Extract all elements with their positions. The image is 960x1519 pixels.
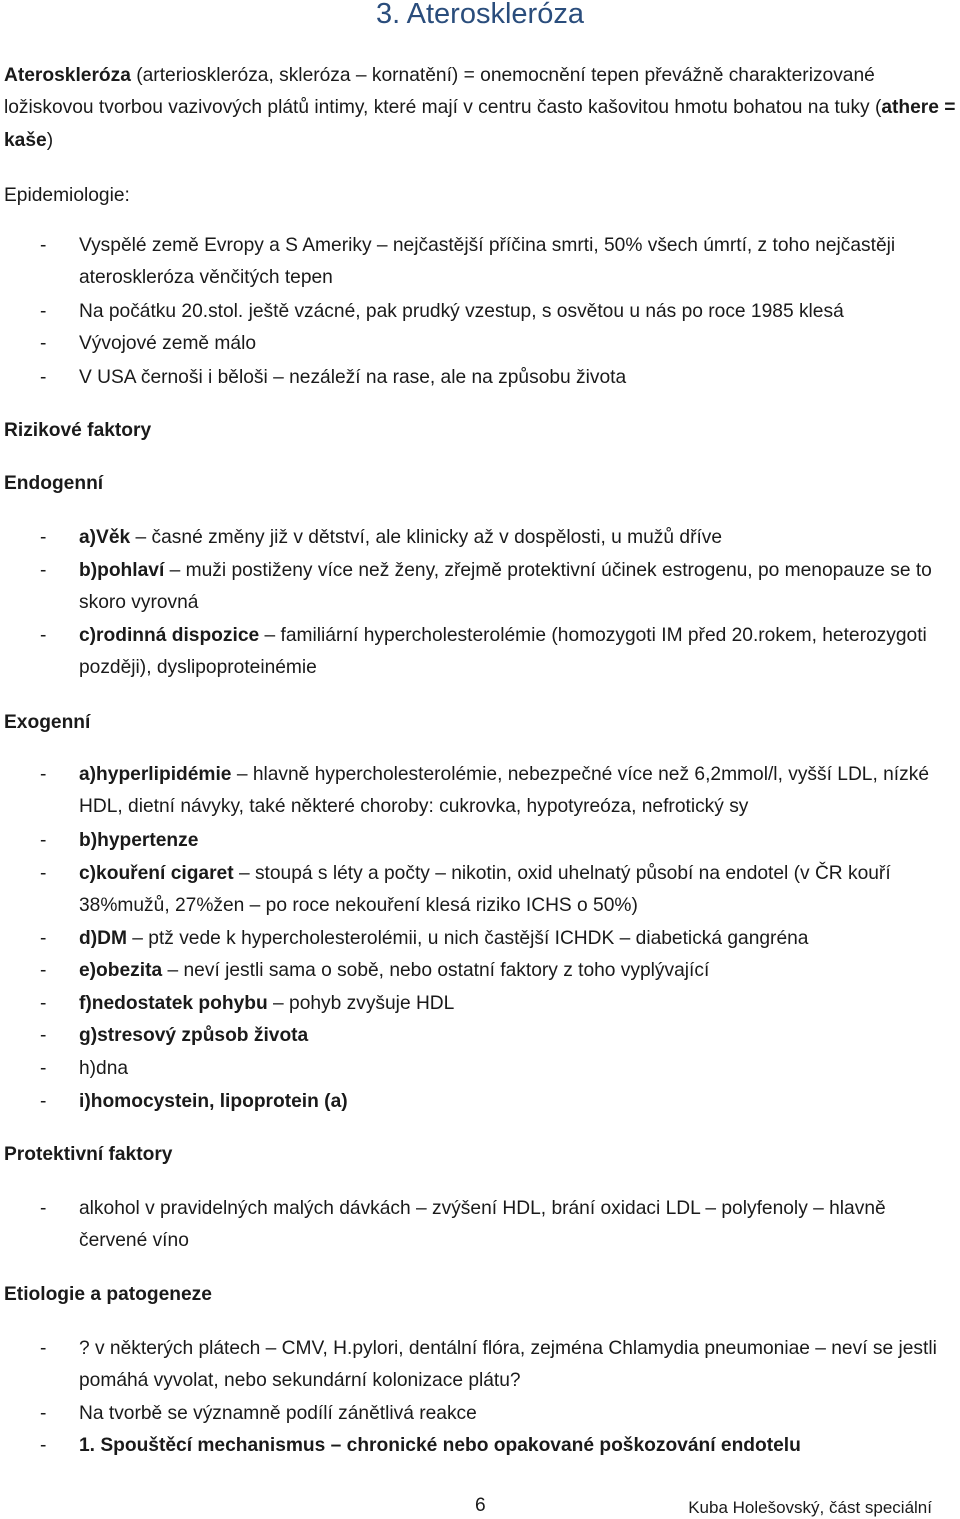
list-dash: - bbox=[40, 527, 47, 548]
list-dash: - bbox=[40, 625, 47, 646]
list-item-text: – familiární hypercholesterolémie (homozygoti IM před 20.rokem, heterozygoti později), dyslipoproteinémie bbox=[79, 625, 927, 679]
list-item-text: V USA černoši i běloši – nezáleží na rase, ale na způsobu života bbox=[79, 367, 627, 388]
list-item-text: Na počátku 20.stol. ještě vzácné, pak prudký vzestup, s osvětou u nás po roce 1985 klesá bbox=[79, 301, 844, 322]
list-item-text: – pohyb zvyšuje HDL bbox=[267, 993, 455, 1014]
intro-term: Ateroskleróza bbox=[4, 65, 131, 86]
list-item-text: – hlavně hypercholesterolémie, nebezpečné více než 6,2mmol/l, vyšší LDL, nízké HDL, dietní návyky, také některé choroby: cukrovka, hypotyreóza, nefrotický sy bbox=[79, 764, 929, 818]
list-item-text: h)dna bbox=[79, 1058, 129, 1079]
intro-paragraph bbox=[4, 60, 958, 157]
list-item bbox=[40, 858, 958, 923]
list-item bbox=[40, 1398, 958, 1430]
list-item bbox=[40, 328, 958, 360]
list-dash: - bbox=[40, 993, 47, 1014]
list-item-bold: f)nedostatek pohybu bbox=[79, 993, 268, 1014]
list-dash: - bbox=[40, 928, 47, 949]
list-item-text: – neví jestli sama o sobě, nebo ostatní faktory z toho vyplývající bbox=[162, 960, 710, 981]
list-item bbox=[40, 620, 958, 685]
list-item-bold: b)pohlaví bbox=[79, 560, 165, 581]
list-dash: - bbox=[40, 1091, 47, 1112]
list-item bbox=[40, 555, 958, 620]
list-item-bold: a)hyperlipidémie bbox=[79, 764, 232, 785]
list-item bbox=[40, 1086, 958, 1118]
list-item bbox=[40, 230, 958, 295]
list-dash: - bbox=[40, 1338, 47, 1359]
list-dash: - bbox=[40, 1435, 47, 1456]
intro-text-end: ) bbox=[46, 129, 54, 151]
intro-athere: athere = kaše bbox=[4, 97, 956, 151]
list-dash: - bbox=[40, 1198, 47, 1219]
list-item bbox=[40, 1193, 958, 1258]
list-dash: - bbox=[40, 301, 47, 322]
list-item bbox=[40, 988, 958, 1020]
list-item-text: – časné změny již v dětství, ale klinicky až v dospělosti, u mužů dříve bbox=[130, 527, 723, 548]
list-item bbox=[40, 1053, 958, 1085]
intro-text: (arterioskleróza, skleróza – kornatění) = onemocnění tepen převážně charakterizované ložiskovou tvorbou vazivových plátů intimy, které mají v centru často kašovitou hmotu bohatou na tuky ( bbox=[4, 65, 882, 119]
list-item bbox=[40, 296, 958, 328]
list-dash: - bbox=[40, 764, 47, 785]
list-item-text: alkohol v pravidelných malých dávkách – zvýšení HDL, brání oxidaci LDL – polyfenoly – hlavně červené víno bbox=[79, 1198, 886, 1252]
list-dash: - bbox=[40, 863, 47, 884]
list-dash: - bbox=[40, 1058, 47, 1079]
list-item bbox=[40, 522, 958, 554]
list-item-bold: c)rodinná dispozice bbox=[79, 625, 260, 646]
epidemiology-heading: Epidemiologie: bbox=[4, 185, 130, 206]
list-item-text: Vývojové země málo bbox=[79, 333, 257, 354]
list-dash: - bbox=[40, 367, 47, 388]
list-item-text: – ptž vede k hypercholesterolémii, u nich častější ICHDK – diabetická gangréna bbox=[126, 928, 809, 949]
footer-author: Kuba Holešovský, část speciální bbox=[688, 1498, 932, 1517]
list-item bbox=[40, 1020, 958, 1052]
list-dash: - bbox=[40, 333, 47, 354]
list-dash: - bbox=[40, 830, 47, 851]
exogenous-heading: Exogenní bbox=[4, 712, 91, 733]
risk-factors-heading: Rizikové faktory bbox=[4, 420, 152, 441]
list-item-bold: a)Věk bbox=[79, 527, 131, 548]
list-item bbox=[40, 1333, 958, 1398]
etiology-heading: Etiologie a patogeneze bbox=[4, 1284, 212, 1305]
list-item bbox=[40, 1430, 958, 1462]
list-item-bold: 1. Spouštěcí mechanismus – chronické nebo opakované poškozování endotelu bbox=[79, 1435, 801, 1456]
list-item-text: Vyspělé země Evropy a S Ameriky – nejčastější příčina smrti, 50% všech úmrtí, z toho nejčastěji ateroskleróza věnčitých tepen bbox=[79, 235, 896, 289]
list-item-bold: i)homocystein, lipoprotein (a) bbox=[79, 1091, 348, 1112]
list-item bbox=[40, 825, 958, 857]
protective-factors-heading: Protektivní faktory bbox=[4, 1144, 173, 1165]
list-dash: - bbox=[40, 1025, 47, 1046]
page-title: 3. Ateroskleróza bbox=[376, 0, 584, 30]
list-item bbox=[40, 923, 958, 955]
list-item-bold: g)stresový způsob života bbox=[79, 1025, 309, 1046]
list-item-bold: b)hypertenze bbox=[79, 830, 199, 851]
endogenous-heading: Endogenní bbox=[4, 473, 104, 494]
list-item-bold: e)obezita bbox=[79, 960, 163, 981]
list-item bbox=[40, 759, 958, 824]
list-item-bold: c)kouření cigaret bbox=[79, 863, 234, 884]
list-item bbox=[40, 955, 958, 987]
list-item-text: ? v některých plátech – CMV, H.pylori, dentální flóra, zejména Chlamydia pneumoniae – neví se jestli pomáhá vyvolat, nebo sekundární kolonizace plátu? bbox=[79, 1338, 937, 1392]
list-item-text: Na tvorbě se významně podílí zánětlivá reakce bbox=[79, 1403, 477, 1424]
list-dash: - bbox=[40, 560, 47, 581]
list-item-bold: d)DM bbox=[79, 928, 127, 949]
list-item-text: – muži postiženy více než ženy, zřejmě protektivní účinek estrogenu, po menopauze se to skoro vyrovná bbox=[79, 560, 932, 614]
list-dash: - bbox=[40, 235, 47, 256]
list-dash: - bbox=[40, 960, 47, 981]
list-item-text: – stoupá s léty a počty – nikotin, oxid uhelnatý působí na endotel (v ČR kouří 38%mužů, 27%žen – po roce nekouření klesá riziko ICHS o 50%) bbox=[79, 863, 891, 917]
list-item bbox=[40, 362, 958, 394]
page-number: 6 bbox=[475, 1495, 486, 1516]
list-dash: - bbox=[40, 1403, 47, 1424]
